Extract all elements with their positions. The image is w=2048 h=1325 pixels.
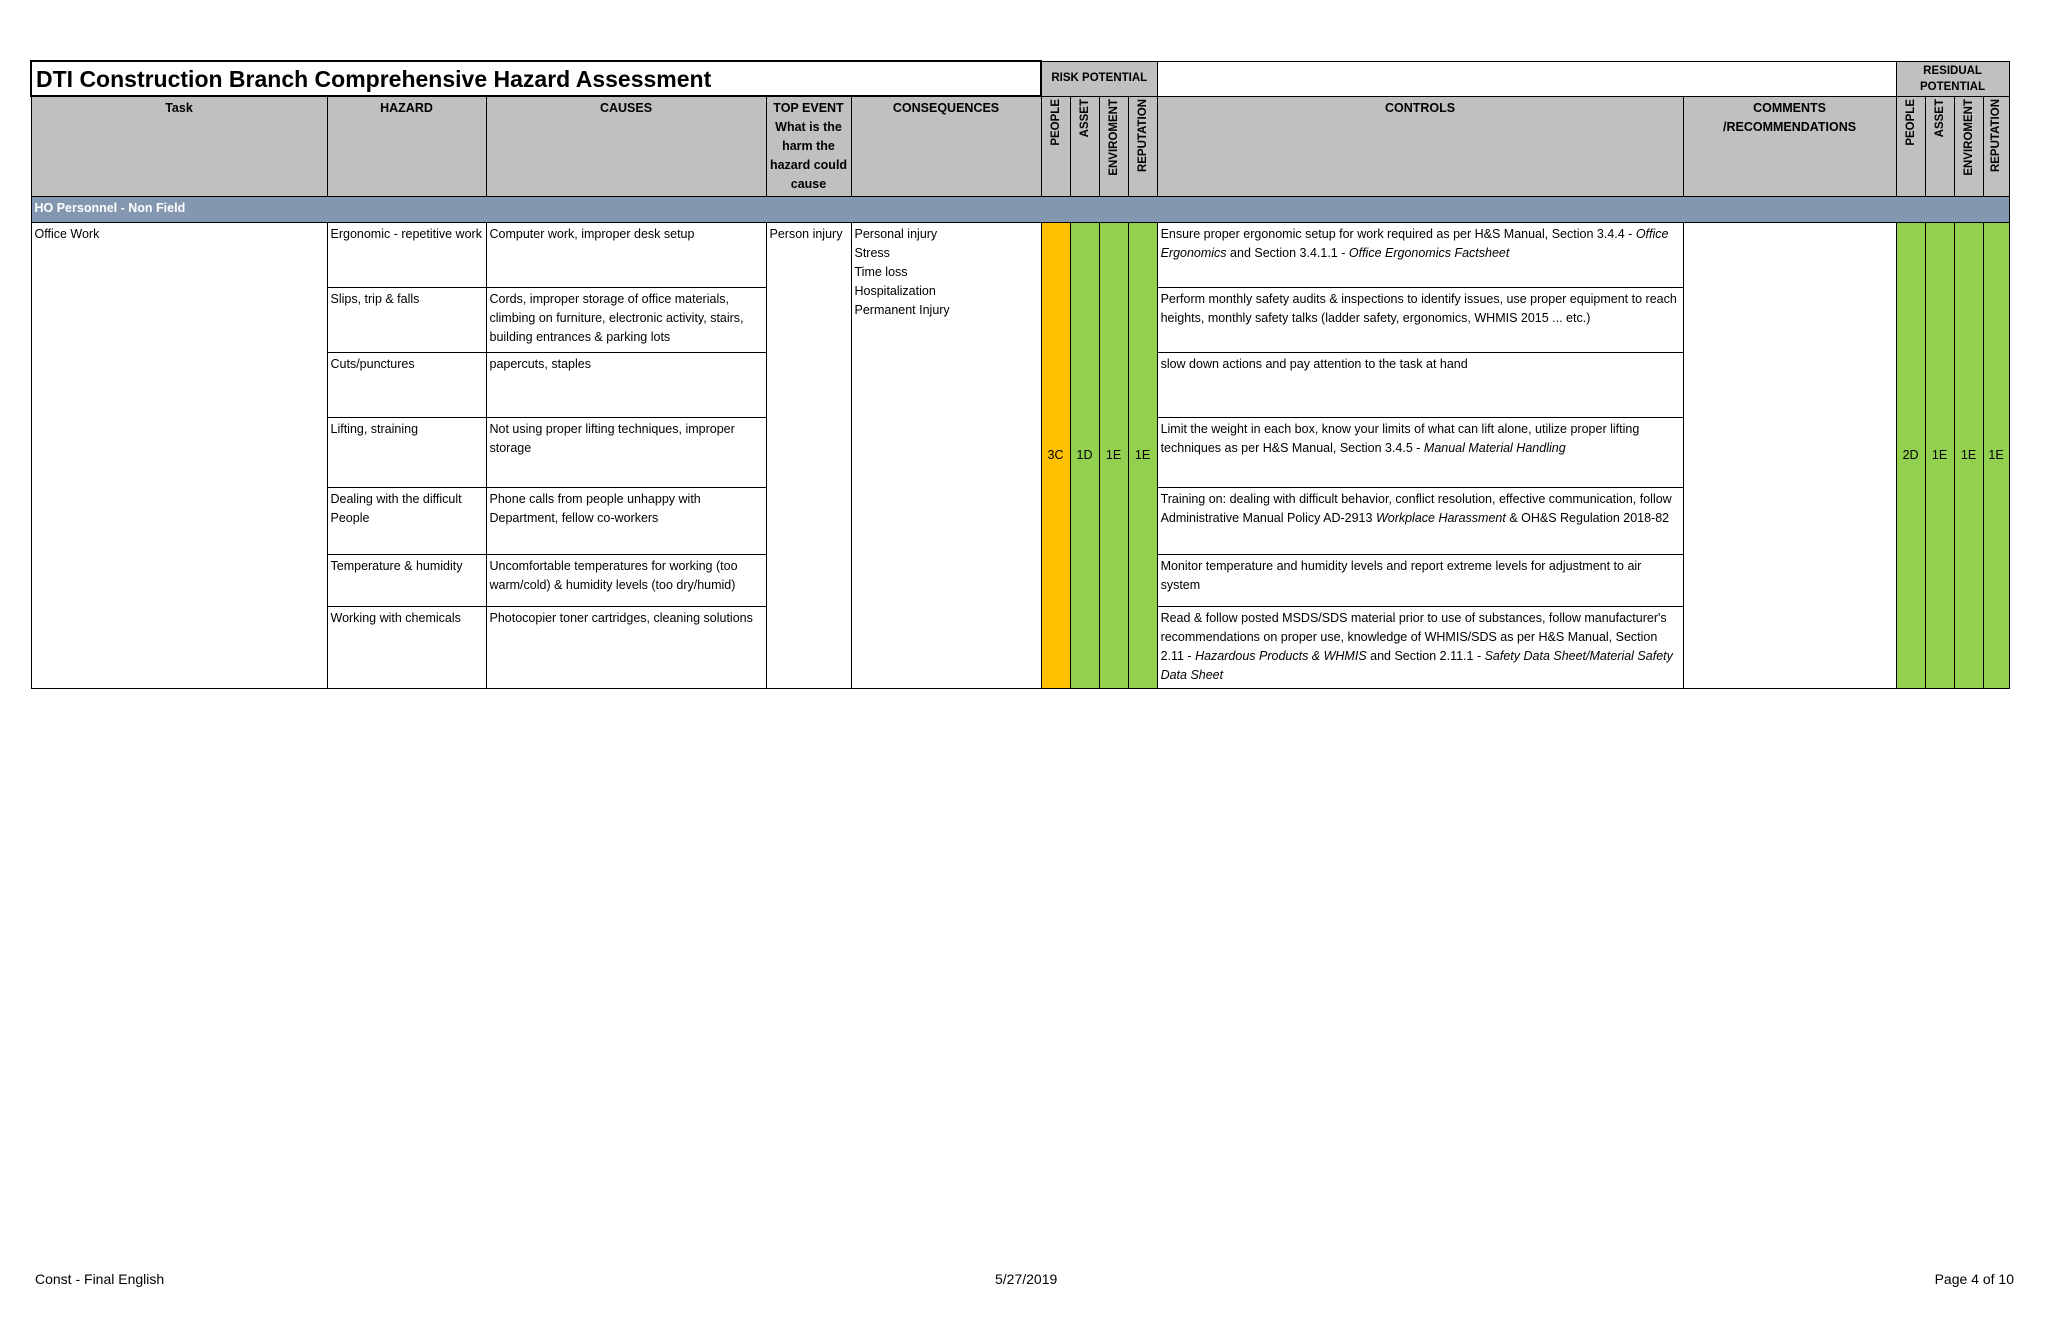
task-cell: Office Work [31, 223, 327, 689]
causes-cell: Phone calls from people unhappy with Department, fellow co-workers [486, 488, 766, 555]
footer-document-name: Const - Final English [35, 1271, 165, 1287]
residual-people-label: PEOPLE [1904, 98, 1917, 146]
consequence-item: Stress [854, 246, 890, 260]
controls-text: Ensure proper ergonomic setup for work required as per H&S Manual, Section 3.4.4 - [1160, 227, 1636, 241]
risk-reputation-header [1128, 96, 1157, 197]
consequences-cell [851, 223, 1041, 689]
controls-text: Training on: dealing with difficult behavior, conflict resolution, effective communication, follow Administrative Manual Policy AD-2913 [1160, 492, 1672, 525]
risk-environment-header [1099, 96, 1128, 197]
residual-potential-label: RESIDUAL POTENTIAL [1896, 61, 2009, 96]
hazard-table [30, 60, 2010, 689]
controls-reference: Manual Material Handling [1423, 441, 1566, 455]
residual-people-rating: 2D [1896, 223, 1925, 689]
title-spacer [1157, 61, 1896, 96]
controls-cell [1157, 555, 1683, 607]
controls-cell [1157, 418, 1683, 488]
hazard-cell: Slips, trip & falls [327, 288, 486, 353]
controls-reference: Office Ergonomics [1160, 227, 1669, 260]
page-title: DTI Construction Branch Comprehensive Hazard Assessment [31, 61, 1041, 96]
consequence-item: Personal injury [854, 227, 938, 241]
hazard-cell: Working with chemicals [327, 607, 486, 689]
hazard-assessment-sheet [30, 60, 2008, 682]
consequences-header: CONSEQUENCES [851, 96, 1041, 197]
risk-environment-rating: 1E [1099, 223, 1128, 689]
section-label: HO Personnel - Non Field [31, 197, 2009, 223]
footer-page-number: Page 4 of 10 [1934, 1271, 2014, 1287]
controls-reference: Hazardous Products & WHMIS [1195, 649, 1367, 663]
controls-reference: Safety Data Sheet/Material Safety Data Sheet [1160, 649, 1673, 682]
causes-cell: Computer work, improper desk setup [486, 223, 766, 288]
risk-asset-rating: 1D [1070, 223, 1099, 689]
section-row [31, 197, 2009, 223]
hazard-cell: Ergonomic - repetitive work [327, 223, 486, 288]
task-header: Task [31, 96, 327, 197]
hazard-header: HAZARD [327, 96, 486, 197]
table-row [31, 223, 2009, 288]
controls-text: Monitor temperature and humidity levels and report extreme levels for adjustment to air system [1160, 559, 1642, 592]
risk-people-label: PEOPLE [1049, 98, 1062, 146]
controls-text: & OH&S Regulation 2018-82 [1505, 511, 1670, 525]
residual-people-header [1896, 96, 1925, 197]
risk-reputation-rating: 1E [1128, 223, 1157, 689]
residual-environment-rating: 1E [1954, 223, 1983, 689]
controls-cell [1157, 488, 1683, 555]
controls-reference: Workplace Harassment [1375, 511, 1506, 525]
consequence-item: Hospitalization [854, 284, 936, 298]
controls-cell [1157, 223, 1683, 288]
controls-text: slow down actions and pay attention to the task at hand [1160, 357, 1468, 371]
top-event-cell: Person injury [766, 223, 851, 689]
causes-cell: Not using proper lifting techniques, improper storage [486, 418, 766, 488]
comments-header: COMMENTS /RECOMMENDATIONS [1683, 96, 1896, 197]
comments-cell [1683, 223, 1896, 689]
causes-cell: Cords, improper storage of office materials, climbing on furniture, electronic activity, stairs, building entrances & parking lots [486, 288, 766, 353]
residual-environment-label: ENVIROMENT [1962, 98, 1975, 176]
residual-reputation-label: REPUTATION [1990, 98, 2003, 172]
title-row [31, 61, 2009, 96]
controls-text: and Section 2.11.1 - [1366, 649, 1485, 663]
risk-environment-label: ENVIROMENT [1107, 98, 1120, 176]
controls-text: and Section 3.4.1.1 - [1226, 246, 1349, 260]
residual-reputation-rating: 1E [1983, 223, 2009, 689]
risk-people-rating: 3C [1041, 223, 1070, 689]
hazard-cell: Dealing with the difficult People [327, 488, 486, 555]
controls-cell [1157, 353, 1683, 418]
consequence-item: Permanent Injury [854, 303, 950, 317]
controls-text: Perform monthly safety audits & inspections to identify issues, use proper equipment to reach heights, monthly safety talks (ladder safety, ergonomics, WHMIS 2015 ... etc.) [1160, 292, 1677, 325]
causes-cell: Uncomfortable temperatures for working (too warm/cold) & humidity levels (too dry/humid) [486, 555, 766, 607]
controls-cell [1157, 607, 1683, 689]
risk-asset-header [1070, 96, 1099, 197]
controls-cell [1157, 288, 1683, 353]
residual-environment-header [1954, 96, 1983, 197]
consequence-item: Time loss [854, 265, 908, 279]
hazard-cell: Temperature & humidity [327, 555, 486, 607]
causes-cell: papercuts, staples [486, 353, 766, 418]
residual-asset-label: ASSET [1933, 98, 1946, 137]
header-row [31, 96, 2009, 197]
risk-potential-label: RISK POTENTIAL [1041, 61, 1157, 96]
hazard-cell: Lifting, straining [327, 418, 486, 488]
controls-text: Limit the weight in each box, know your limits of what can lift alone, utilize proper lifting techniques as per H&S Manual, Section 3.4.5 - [1160, 422, 1640, 455]
footer-date: 5/27/2019 [995, 1271, 1058, 1287]
residual-asset-header [1925, 96, 1954, 197]
controls-reference: Office Ergonomics Factsheet [1348, 246, 1510, 260]
controls-text: Read & follow posted MSDS/SDS material prior to use of substances, follow manufacturer's recommendations on proper use, knowledge of WHMIS/SDS as per H&S Manual, Section 2.11 - [1160, 611, 1667, 663]
top-event-header: TOP EVENT What is the harm the hazard could cause [766, 96, 851, 197]
residual-asset-rating: 1E [1925, 223, 1954, 689]
controls-header: CONTROLS [1157, 96, 1683, 197]
risk-reputation-label: REPUTATION [1136, 98, 1149, 172]
causes-header: CAUSES [486, 96, 766, 197]
risk-people-header [1041, 96, 1070, 197]
causes-cell: Photocopier toner cartridges, cleaning solutions [486, 607, 766, 689]
residual-reputation-header [1983, 96, 2009, 197]
hazard-cell: Cuts/punctures [327, 353, 486, 418]
risk-asset-label: ASSET [1078, 98, 1091, 137]
